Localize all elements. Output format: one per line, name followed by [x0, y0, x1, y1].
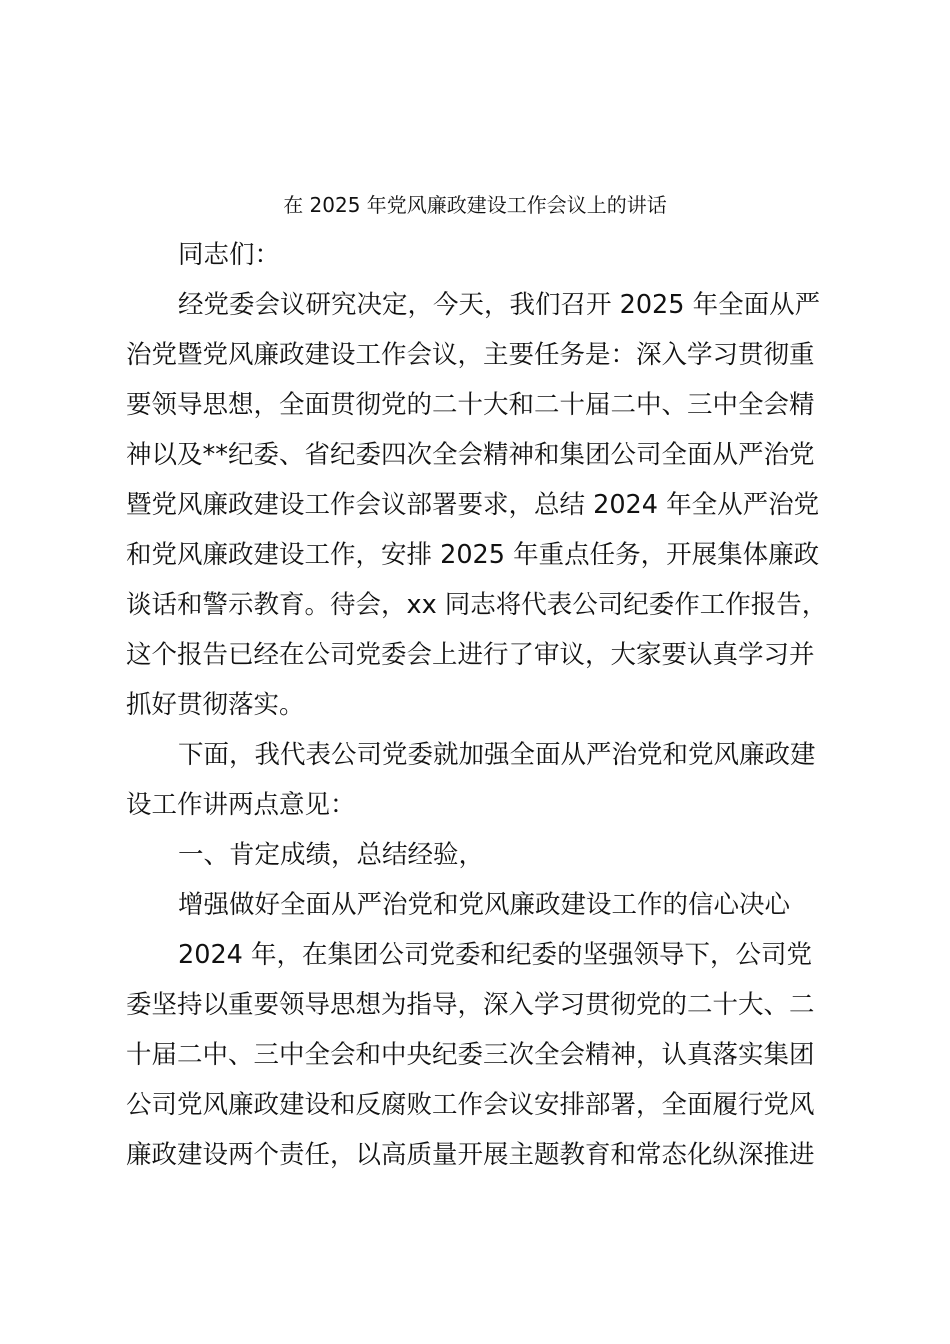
section-subheading: 增强做好全面从严治党和党风廉政建设工作的信心决心 — [178, 890, 791, 920]
paragraph-line: 和党风廉政建设工作，安排 2025 年重点任务，开展集体廉政 — [126, 540, 820, 570]
paragraph-line: 下面，我代表公司党委就加强全面从严治党和党风廉政建 — [178, 740, 816, 770]
paragraph-line: 神以及**纪委、省纪委四次全会精神和集团公司全面从严治党 — [126, 440, 815, 470]
paragraph-line: 公司党风廉政建设和反腐败工作会议安排部署，全面履行党风 — [126, 1090, 815, 1120]
paragraph-line: 暨党风廉政建设工作会议部署要求，总结 2024 年全从严治党 — [126, 490, 820, 520]
paragraph-line: 谈话和警示教育。待会，xx 同志将代表公司纪委作工作报告， — [126, 590, 828, 620]
paragraph-line: 廉政建设两个责任，以高质量开展主题教育和常态化纵深推进 — [126, 1140, 815, 1170]
document-title: 在 2025 年党风廉政建设工作会议上的讲话 — [283, 193, 667, 217]
paragraph-line: 这个报告已经在公司党委会上进行了审议，大家要认真学习并 — [126, 640, 815, 670]
section-heading: 一、肯定成绩，总结经验， — [178, 840, 485, 870]
paragraph-line: 2024 年，在集团公司党委和纪委的坚强领导下，公司党 — [178, 940, 813, 970]
paragraph-line: 要领导思想，全面贯彻党的二十大和二十届二中、三中全会精 — [126, 390, 815, 420]
paragraph-line: 委坚持以重要领导思想为指导，深入学习贯彻党的二十大、二 — [126, 990, 815, 1020]
paragraph-line: 治党暨党风廉政建设工作会议，主要任务是：深入学习贯彻重 — [126, 340, 815, 370]
paragraph-line: 抓好贯彻落实。 — [126, 690, 305, 720]
document-body — [126, 230, 836, 1180]
salutation: 同志们： — [178, 240, 281, 270]
paragraph-line: 十届二中、三中全会和中央纪委三次全会精神，认真落实集团 — [126, 1040, 815, 1070]
paragraph-line: 经党委会议研究决定，今天，我们召开 2025 年全面从严 — [178, 290, 821, 320]
paragraph-line: 设工作讲两点意见： — [126, 790, 356, 820]
